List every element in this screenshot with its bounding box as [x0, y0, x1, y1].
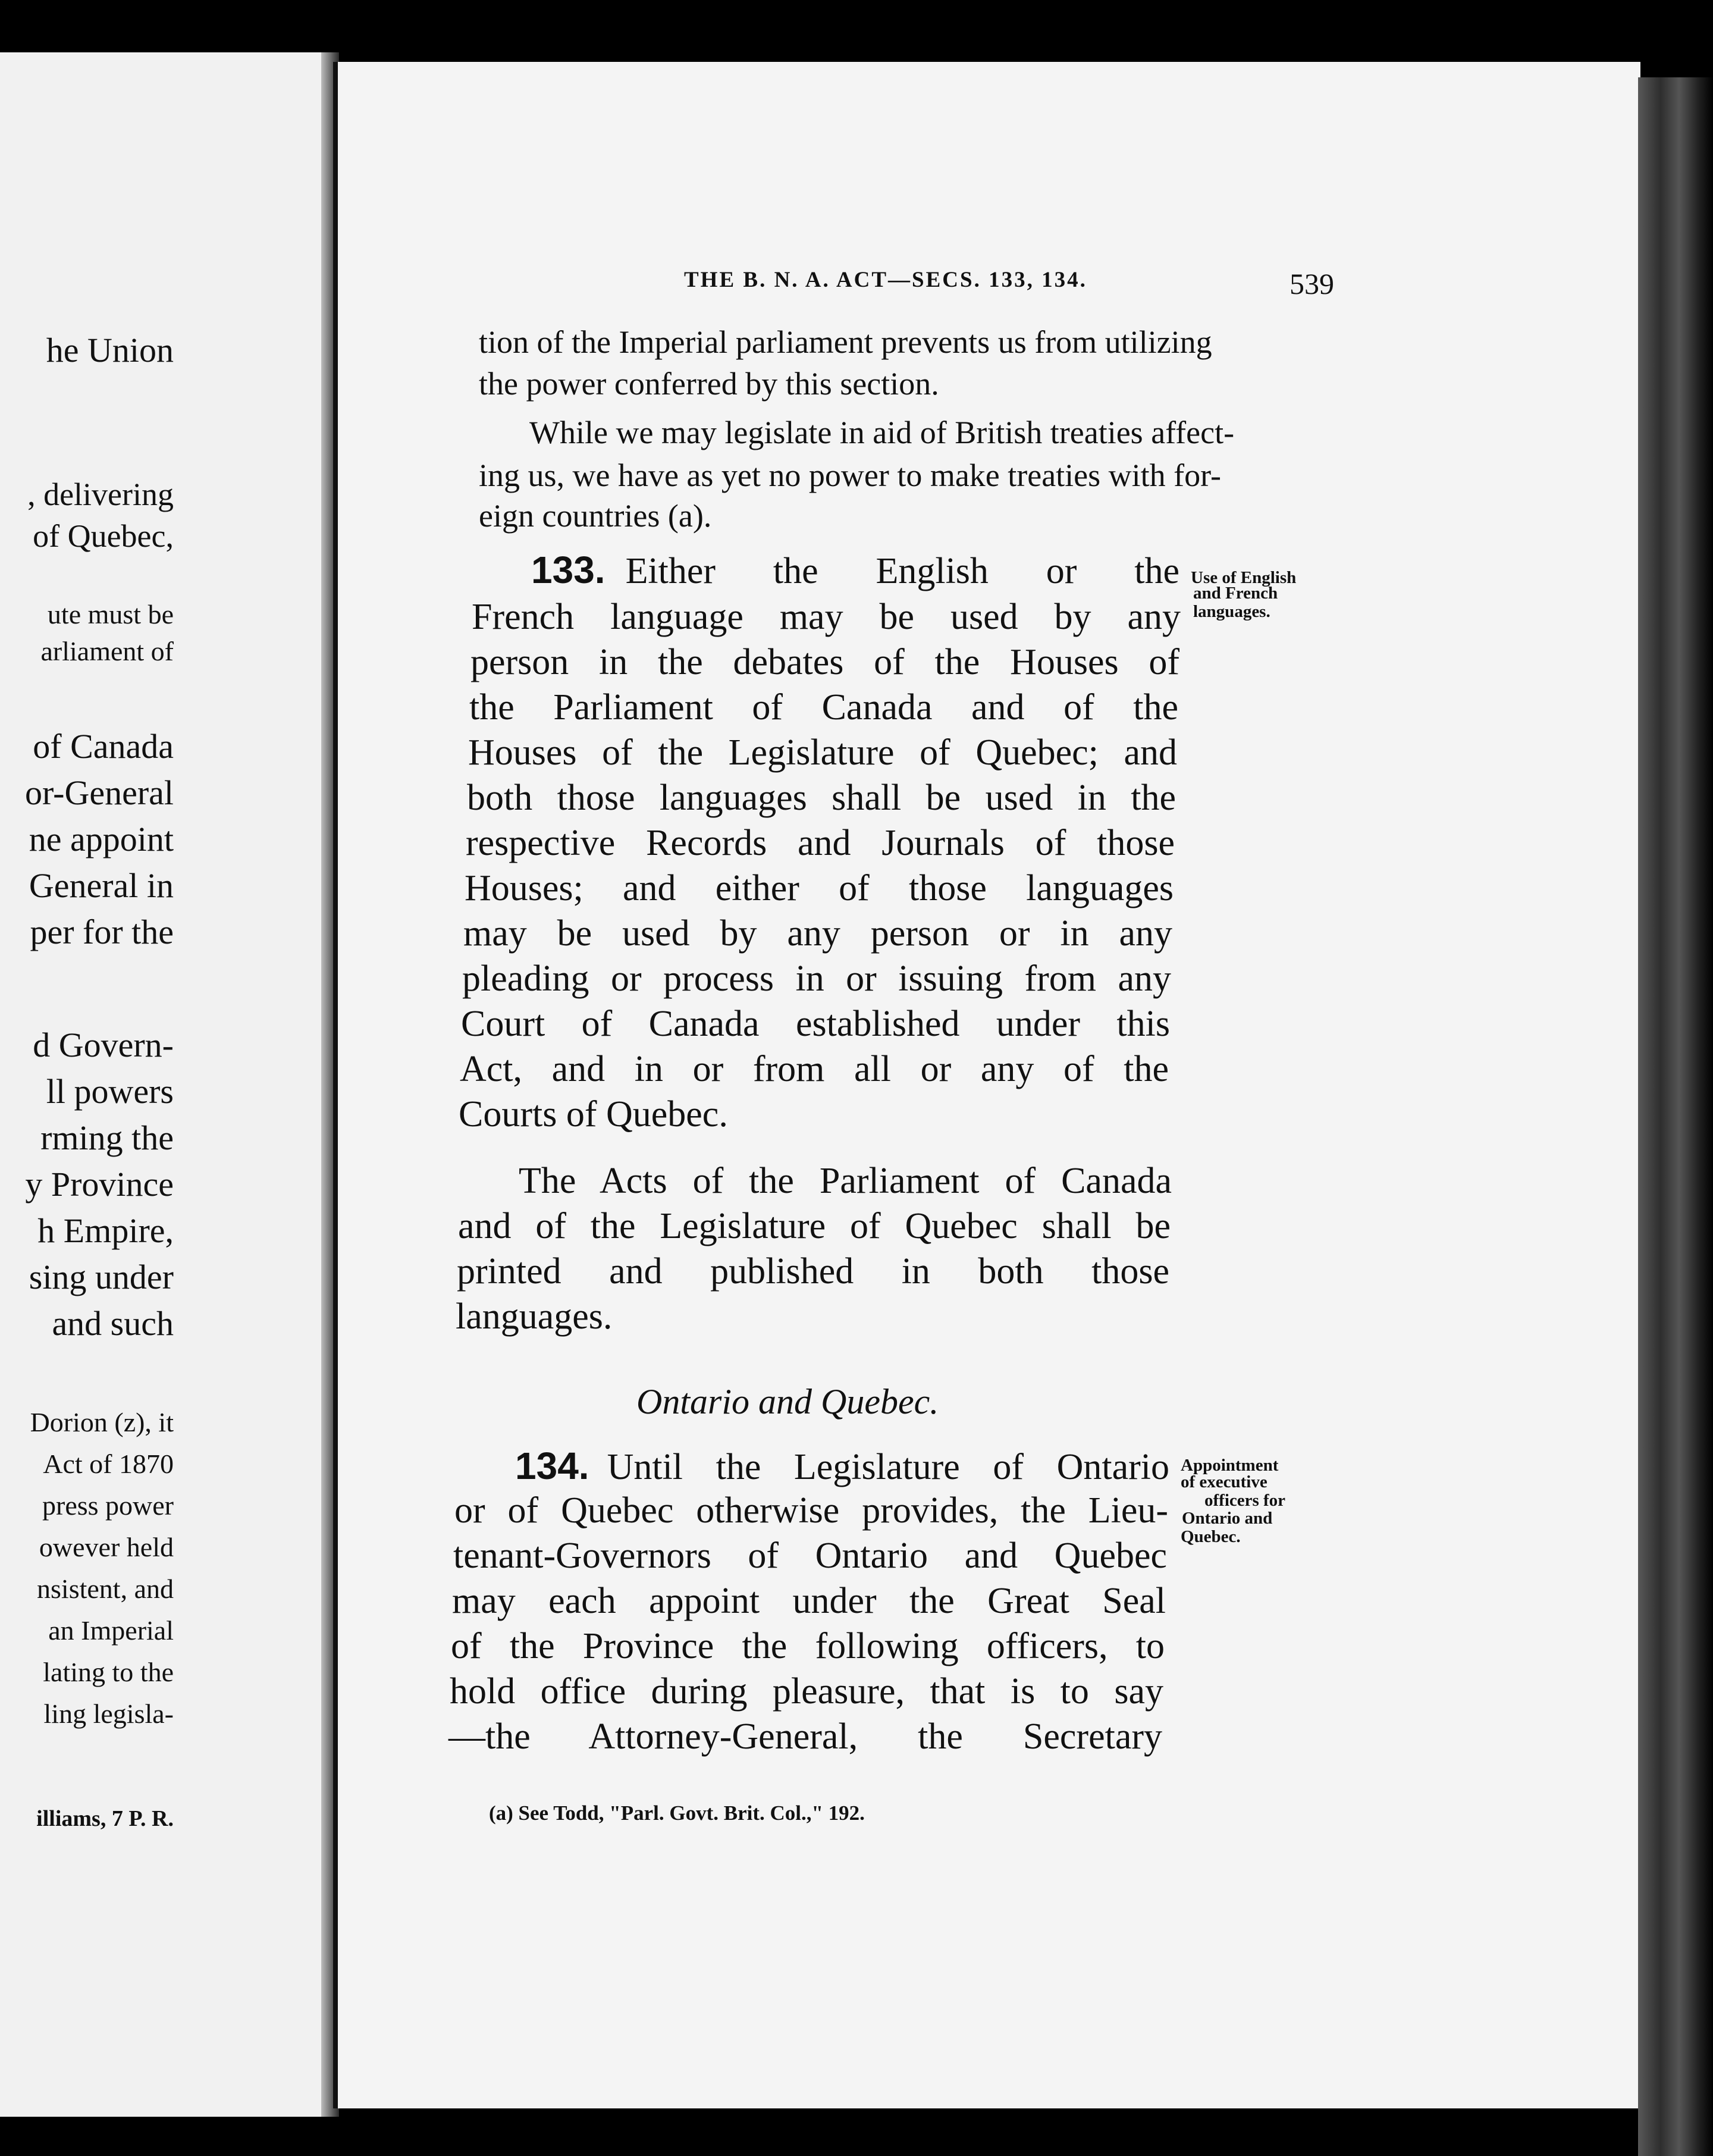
text-line: both those languages shall be used in the: [467, 778, 1176, 818]
margin-note: [1181, 1456, 1285, 1546]
left-line: nsistent, and: [37, 1574, 174, 1604]
text-line: person in the debates of the Houses of: [470, 642, 1179, 682]
left-line: General in: [29, 866, 174, 905]
left-line: or-General: [24, 773, 174, 812]
section-number: 133.: [531, 549, 605, 591]
left-line: , delivering: [27, 477, 174, 512]
left-line: press power: [42, 1490, 174, 1521]
text-line: the Parliament of Canada and of the: [469, 687, 1178, 728]
text-line-content: Until the Legislature of Ontario: [607, 1447, 1169, 1487]
margin-note-line: Use of English: [1191, 568, 1297, 587]
left-line: arliament of: [40, 636, 174, 666]
text-line: [479, 459, 1343, 491]
margin-note-line: languages.: [1193, 601, 1270, 621]
left-line: sing under: [29, 1258, 174, 1296]
text-line: Court of Canada established under this: [461, 1004, 1170, 1044]
footnote: (a) See Todd, "Parl. Govt. Brit. Col.," 192.: [489, 1801, 865, 1825]
text-line: tenant-Governors of Ontario and Quebec: [453, 1535, 1167, 1576]
text-line: Courts of Quebec.: [459, 1094, 728, 1135]
left-line: ll powers: [46, 1072, 174, 1111]
left-line: owever held: [39, 1532, 174, 1562]
text-line: Houses of the Legislature of Quebec; and: [468, 732, 1177, 773]
text-line: hold office during pleasure, that is to say: [450, 1671, 1163, 1712]
left-line: ling legisla-: [43, 1699, 174, 1729]
text-line: languages.: [456, 1296, 613, 1337]
margin-note-line: of executive: [1181, 1472, 1268, 1492]
page-edge: [1638, 77, 1713, 2156]
left-line: Dorion (z), it: [30, 1407, 174, 1437]
text-line-content: eign countries (a).: [479, 498, 712, 534]
margin-note-line: Quebec.: [1181, 1527, 1241, 1546]
section-133-first-line: [531, 551, 1179, 590]
text-line: and of the Legislature of Quebec shall be: [458, 1206, 1171, 1246]
text-line-content: While we may legislate in aid of British treaties affect-: [529, 415, 1235, 450]
left-line: y Province: [25, 1165, 174, 1204]
left-footnote: illiams, 7 P. R.: [36, 1806, 174, 1831]
left-line: ne appoint: [29, 820, 174, 858]
left-line: an Imperial: [48, 1615, 174, 1646]
text-line: French language may be used by any: [472, 597, 1181, 637]
text-line: The Acts of the Parliament of Canada: [519, 1161, 1172, 1201]
text-line: may be used by any person or in any: [463, 913, 1172, 954]
left-line: and such: [52, 1304, 174, 1343]
margin-note-line: Ontario and: [1182, 1509, 1273, 1528]
margin-note-line: Appointment: [1181, 1456, 1279, 1475]
left-line: d Govern-: [33, 1026, 174, 1064]
text-line: [529, 416, 1343, 449]
left-line: lating to the: [43, 1657, 174, 1687]
left-line: of Canada: [33, 727, 174, 766]
text-line: respective Records and Journals of those: [466, 823, 1175, 863]
left-line: per for the: [30, 913, 174, 951]
text-line: or of Quebec otherwise provides, the Lieu-: [454, 1490, 1168, 1531]
left-line: h Empire,: [37, 1211, 174, 1250]
subheading: Ontario and Quebec.: [636, 1382, 939, 1421]
left-page: [0, 52, 327, 2117]
left-line: ute must be: [47, 599, 174, 629]
section-number: 134.: [515, 1444, 589, 1487]
text-line-content: Either the English or the: [625, 551, 1179, 591]
text-line: [479, 326, 1347, 358]
text-line: pleading or process in or issuing from any: [462, 958, 1171, 999]
left-line: rming the: [40, 1118, 174, 1157]
text-line: [479, 500, 711, 532]
margin-note-line: and French: [1193, 584, 1278, 603]
text-line: of the Province the following officers, to: [451, 1626, 1165, 1666]
text-line: Houses; and either of those languages: [465, 868, 1174, 908]
text-line: printed and published in both those: [457, 1251, 1169, 1292]
margin-note: [1191, 569, 1296, 621]
left-line: he Union: [46, 331, 174, 369]
text-line: [479, 368, 939, 400]
text-line: —the Attorney-General, the Secretary: [448, 1716, 1162, 1757]
section-134-first-line: [515, 1444, 1169, 1487]
text-line-content: the power conferred by this section.: [479, 366, 939, 402]
text-line: may each appoint under the Great Seal: [452, 1581, 1166, 1621]
left-line: of Quebec,: [33, 518, 174, 554]
text-line-content: tion of the Imperial parliament prevents us from utilizing: [479, 324, 1212, 360]
margin-note-line: officers for: [1204, 1490, 1286, 1510]
text-line-content: ing us, we have as yet no power to make treaties with for-: [479, 457, 1222, 493]
text-line: Act, and in or from all or any of the: [460, 1049, 1169, 1089]
running-header: THE B. N. A. ACT—SECS. 133, 134.: [684, 268, 1087, 292]
left-line: Act of 1870: [43, 1449, 174, 1479]
page-number: 539: [1290, 267, 1334, 300]
